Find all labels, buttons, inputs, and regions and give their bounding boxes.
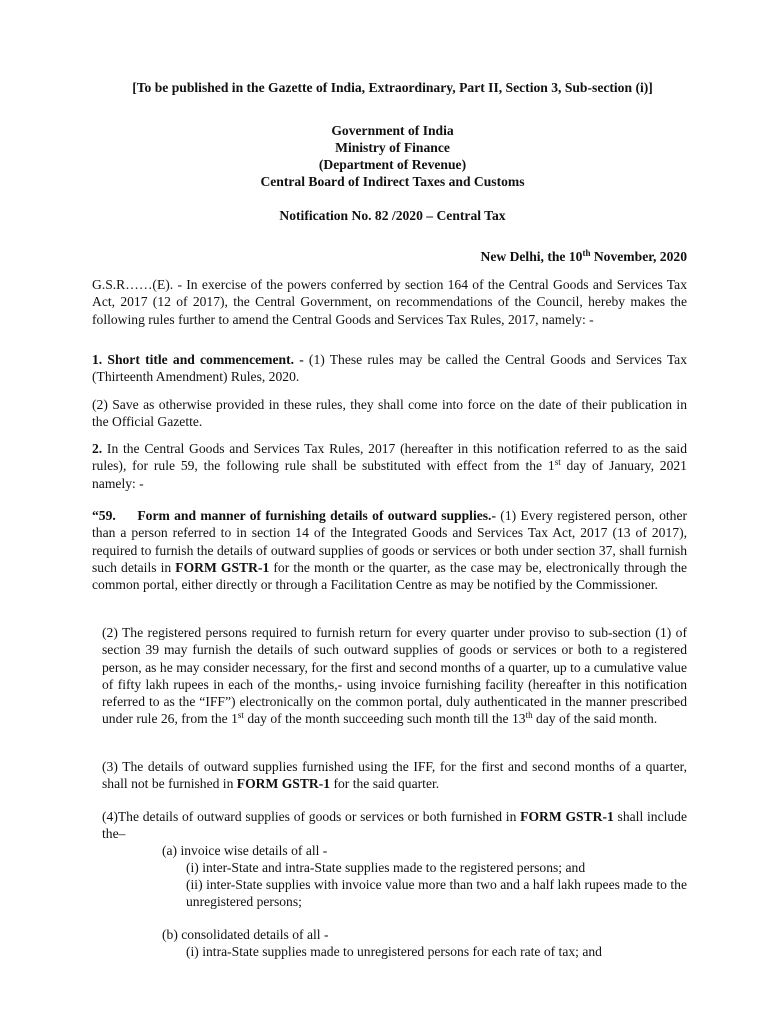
gazette-publish-line: [To be published in the Gazette of India, Extraordinary, Part II, Section 3, Sub-section (i)] — [132, 80, 653, 95]
sub-rule-2-sup-2: th — [525, 710, 533, 721]
clause-2-text-a: In the Central Goods and Services Tax Rules, 2017 (hereafter in this notification referred to as the said rules), for rule 59, the following rule shall be substituted with effect from the 1 — [92, 441, 687, 474]
sub-rule-2-paragraph — [102, 624, 687, 728]
sub-rule-3-text-a: (3) The details of outward supplies furnished using the IFF, for the first and second months of a quarter, shall not be furnished in — [102, 759, 687, 792]
rule-59-text-b: for the month or the quarter, as the case may be, electronically through the common portal, either directly or through a Facilitation Centre as may be notified by the Commissioner. — [92, 559, 688, 593]
notification-number: Notification No. 82 /2020 – Central Tax — [279, 208, 506, 223]
clause-2-number: 2. — [92, 441, 103, 456]
clause-1-2-paragraph: (2) Save as otherwise provided in these rules, they shall come into force on the date of their publication in the Official Gazette. — [92, 397, 687, 430]
department-name: (Department of Revenue) — [318, 157, 467, 172]
sub-rule-2-text-b: day of the month succeeding such month till the 13 — [243, 711, 526, 727]
sub-rule-2-sup-1: st — [237, 710, 244, 721]
sub-rule-4-a-ii: (ii) inter-State supplies with invoice value more than two and a half lakh rupees made to the unregistered persons; — [186, 877, 687, 910]
sub-rule-4-b-heading: (b) consolidated details of all - — [162, 927, 329, 942]
ministry-name: Ministry of Finance — [335, 140, 450, 155]
clause-1-paragraph — [92, 351, 687, 386]
sub-rule-4-a-heading: (a) invoice wise details of all - — [162, 843, 328, 858]
sub-rule-4-text-a: (4)The details of outward supplies of goods or services or both furnished in — [102, 809, 521, 824]
government-name: Government of India — [331, 123, 454, 138]
sub-rule-4-a-i: (i) inter-State and intra-State supplies made to the registered persons; and — [186, 860, 586, 875]
sub-rule-2-text-c: day of the said month. — [532, 711, 658, 727]
rule-59-form-ref: FORM GSTR-1 — [175, 559, 270, 575]
clause-1-text: (1) These rules may be called the Central Goods and Services Tax (Thirteenth Amendment) Rules, 2020. — [92, 352, 688, 385]
sub-rule-4-text-b: shall include the– — [102, 809, 688, 842]
clause-1-heading: 1. Short title and commencement. - — [92, 352, 304, 367]
rule-59-text-a: (1) Every registered person, other than a person referred to in section 14 of the Integrated Goods and Services Tax Act, 2017 (13 of 2017), required to furnish the details of outward supplies of goods or services or both under section 37, shall furnish such details in — [92, 508, 688, 575]
sub-rule-4-b-i: (i) intra-State supplies made to unregistered persons for each rate of tax; and — [186, 944, 602, 959]
sub-rule-3-form-ref: FORM GSTR-1 — [236, 776, 331, 792]
clause-2-text-b: day of January, 2021 namely: - — [92, 458, 687, 491]
date-sup: th — [582, 248, 591, 258]
sub-rule-3-text-b: for the said quarter. — [330, 776, 440, 792]
date-suffix: November, 2020 — [590, 249, 687, 264]
preamble-paragraph: G.S.R……(E). - In exercise of the powers conferred by section 164 of the Central Goods and Services Tax Act, 2017 (12 of 2017), the Central Government, on recommendations of the Council, hereby makes the following rules further to amend the Central Goods and Services Tax Rules, 2017, namely: - — [92, 277, 687, 327]
rule-59-heading: “59. Form and manner of furnishing details of outward supplies.- — [92, 508, 496, 523]
sub-rule-2-text-a: (2) The registered persons required to furnish return for every quarter under proviso to sub-section (1) of section 39 may furnish the details of such outward supplies of goods or services or both to a registered person, as he may consider necessary, for the first and second months of a quarter, up to a cumulative value of fifty lakh rupees in each of the months,- using invoice furnishing facility (hereafter in this notification referred to as the “IFF”) electronically on the common portal, duly authenticated in the manner prescribed under rule 26, from the 1 — [102, 625, 687, 727]
clause-2-sup: st — [554, 457, 561, 468]
sub-rule-3-paragraph — [102, 758, 687, 793]
board-name: Central Board of Indirect Taxes and Customs — [260, 174, 525, 189]
notification-date — [400, 248, 687, 265]
sub-rule-4-paragraph — [102, 808, 687, 843]
date-prefix: New Delhi, the 10 — [480, 249, 583, 264]
rule-59-paragraph — [92, 507, 687, 593]
clause-2-paragraph — [92, 440, 687, 492]
sub-rule-4-form-ref: FORM GSTR-1 — [520, 809, 614, 824]
